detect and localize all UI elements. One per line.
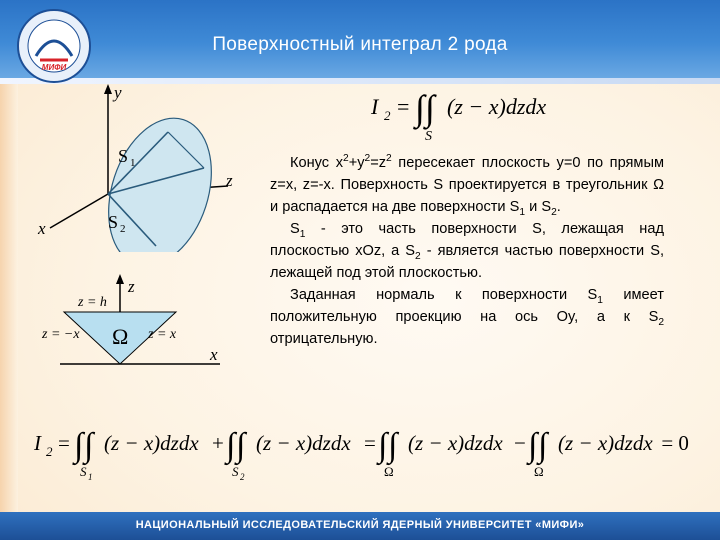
cone-label-s1-sub: 1 bbox=[130, 157, 136, 169]
formula-bottom bbox=[30, 418, 690, 484]
paragraph-2: $S_1$ - это часть поверхности S, лежащая над плоскостью xOz, а $S_2$ - является частью поверхности S, лежащей под этой плоскостью. bbox=[270, 221, 664, 281]
formula-top-integral-2: ∫ bbox=[425, 88, 435, 128]
fb-plus: + bbox=[212, 431, 224, 455]
side-glow bbox=[0, 84, 18, 512]
triangle-label-h: z = h bbox=[78, 295, 107, 310]
fb-eq-1: = bbox=[58, 431, 70, 455]
fb-eq-2: = bbox=[364, 431, 376, 455]
cone-label-s2: S bbox=[108, 212, 119, 232]
fb-minus: − bbox=[514, 431, 526, 455]
fb-dom1-sub: 1 bbox=[88, 472, 93, 482]
paragraph-3: Заданная нормаль к поверхности $S_1$ имеет положительную проекцию на ось Oy, а к $S_2$ отрицательную. bbox=[270, 287, 664, 347]
fb-result: = 0 bbox=[661, 431, 689, 455]
triangle-z-arrow bbox=[116, 274, 124, 284]
cone-label-y: y bbox=[114, 83, 122, 102]
cone-label-z: z bbox=[226, 171, 233, 190]
fb-integrand-2: (z − x)dzdx bbox=[256, 431, 351, 455]
triangle-figure bbox=[30, 272, 240, 372]
formula-top-lhs: I bbox=[371, 94, 379, 119]
cone-figure bbox=[28, 82, 258, 252]
fb-integrand-1: (z − x)dzdx bbox=[104, 431, 199, 455]
paragraph-1: Конус $x^2+y^2=z^2$ пересекает плоскость y=0 по прямым z=x, z=-x. Поверхность S проектируется в треугольник Ω и распадается на две поверхности $S_1$ и $S_2$. bbox=[270, 153, 664, 218]
fb-int-1b: ∫ bbox=[84, 427, 94, 464]
cone-y-arrow bbox=[104, 84, 112, 94]
fb-dom4: Ω bbox=[534, 464, 544, 479]
body-text bbox=[270, 152, 664, 350]
fb-int-4b: ∫ bbox=[538, 427, 548, 464]
triangle-label-left: z = −x bbox=[42, 327, 80, 342]
footer-text: НАЦИОНАЛЬНЫЙ ИССЛЕДОВАТЕЛЬСКИЙ ЯДЕРНЫЙ УНИВЕРСИТЕТ «МИФИ» bbox=[135, 519, 585, 531]
triangle-label-z: z bbox=[128, 277, 135, 296]
fb-integrand-3: (z − x)dzdx bbox=[408, 431, 503, 455]
fb-int-1a: ∫ bbox=[74, 427, 84, 464]
triangle-label-x: x bbox=[210, 345, 218, 364]
fb-int-3b: ∫ bbox=[388, 427, 398, 464]
fb-dom2-sub: 2 bbox=[240, 472, 245, 482]
formula-top-domain: S bbox=[425, 129, 432, 144]
formula-top-integral-1: ∫ bbox=[415, 88, 425, 128]
fb-integrand-4: (z − x)dzdx bbox=[558, 431, 653, 455]
fb-int-2a: ∫ bbox=[226, 427, 236, 464]
logo-text: МИФИ bbox=[41, 63, 67, 72]
cone-label-s2-sub: 2 bbox=[120, 223, 126, 235]
fb-int-4a: ∫ bbox=[528, 427, 538, 464]
fb-lhs-sub: 2 bbox=[46, 444, 53, 459]
cone-label-x: x bbox=[38, 219, 46, 238]
cone-x-axis bbox=[50, 194, 108, 228]
formula-top-integrand: (z − x)dzdx bbox=[447, 94, 547, 119]
triangle-label-right: z = x bbox=[148, 327, 177, 342]
fb-dom1: S bbox=[80, 464, 87, 479]
fb-dom2: S bbox=[232, 464, 239, 479]
slide-title: Поверхностный интеграл 2 рода bbox=[212, 34, 508, 55]
cone-label-s1: S bbox=[118, 146, 129, 166]
fb-lhs: I bbox=[34, 431, 41, 455]
formula-top-lhs-sub: 2 bbox=[384, 108, 391, 123]
fb-dom3: Ω bbox=[384, 464, 394, 479]
formula-top-equals: = bbox=[397, 94, 410, 119]
fb-int-3a: ∫ bbox=[378, 427, 388, 464]
triangle-label-omega: Ω bbox=[112, 324, 129, 349]
fb-int-2b: ∫ bbox=[236, 427, 246, 464]
formula-top bbox=[365, 88, 565, 144]
